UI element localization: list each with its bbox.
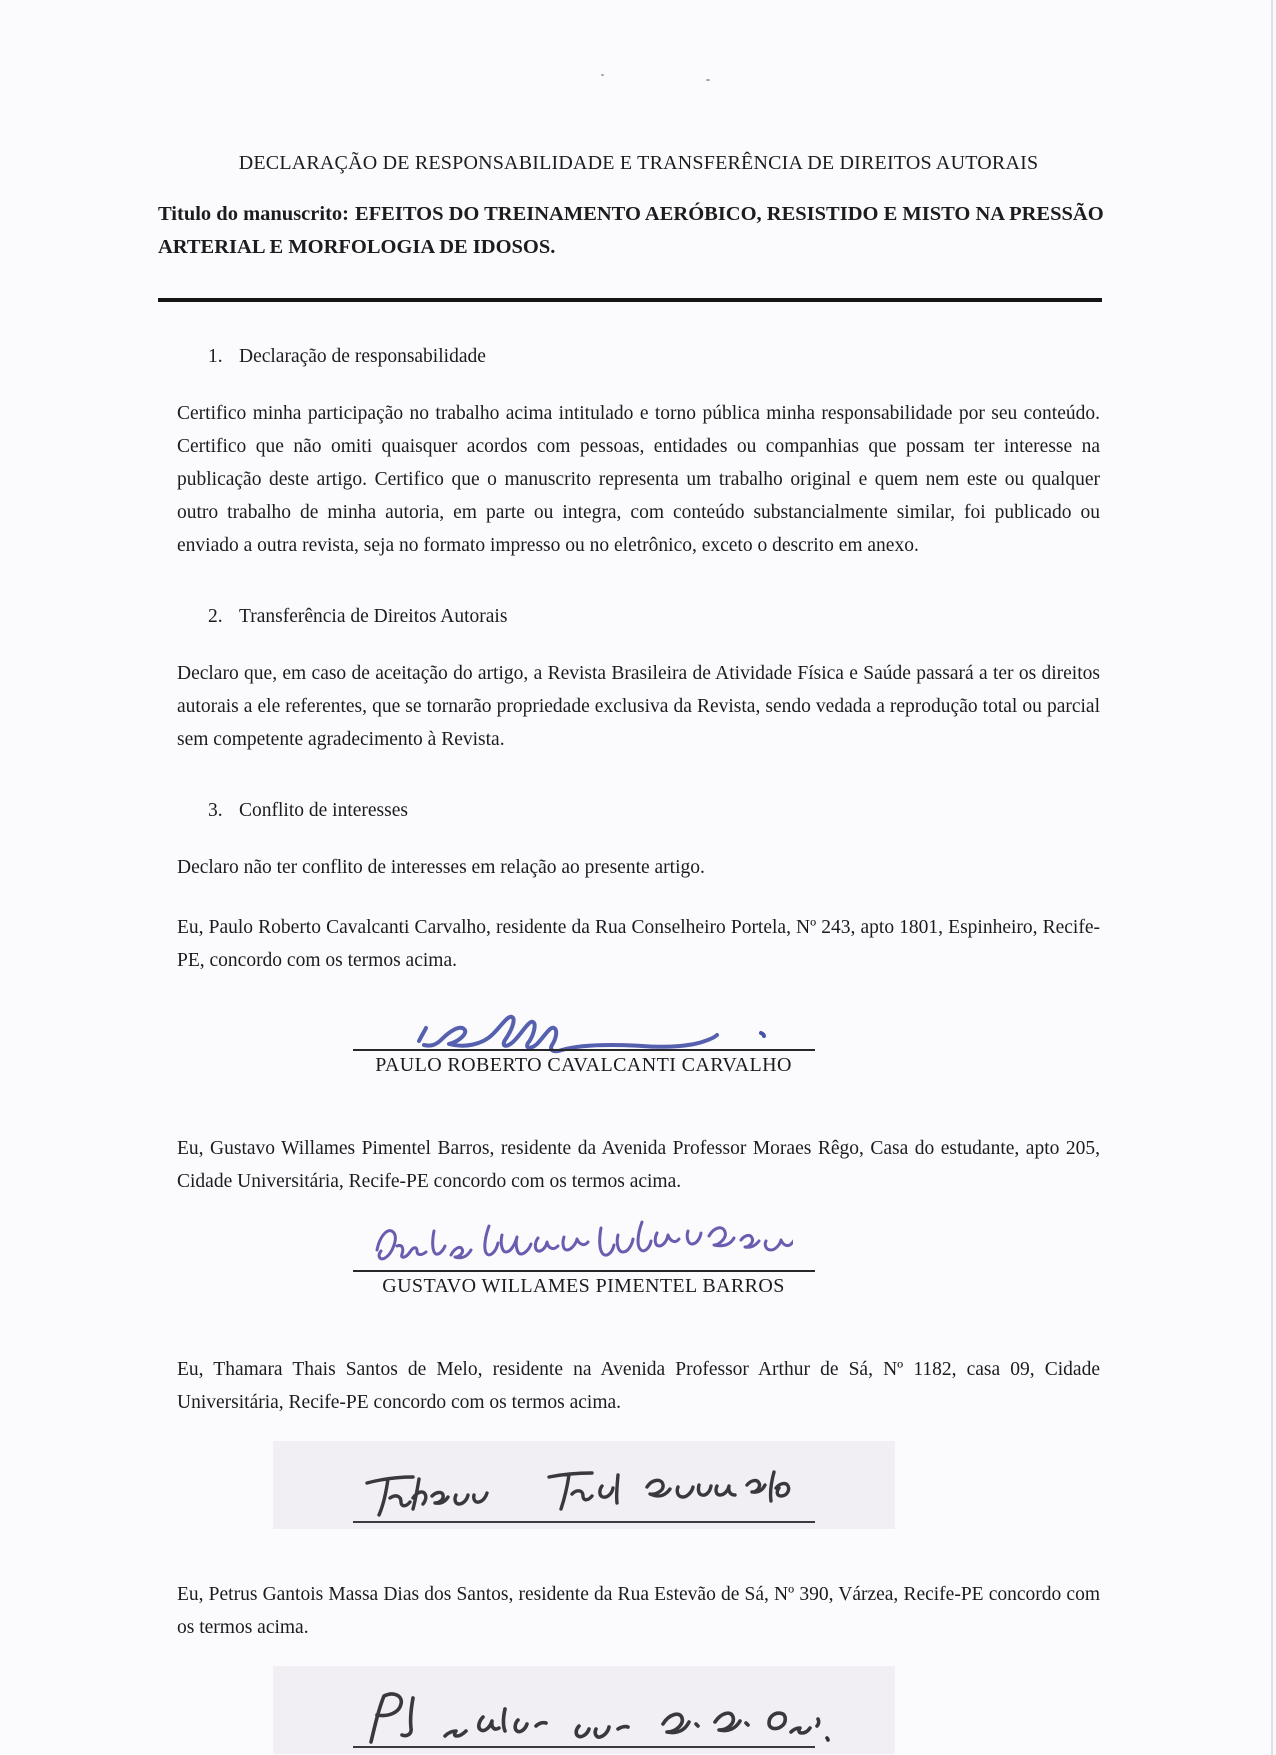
section-body-3: Declaro não ter conflito de interesses em relação ao presente artigo. <box>177 857 705 878</box>
section-title: Declaração de responsabilidade <box>239 346 486 367</box>
signature-printed-name: GUSTAVO WILLAMES PIMENTEL BARROS <box>382 1275 785 1297</box>
section-heading-3 <box>177 798 1100 824</box>
section-body-1: Certifico minha participação no trabalho acima intitulado e torno pública minha responsabilidade por seu conteúdo. Certifico que não omiti quaisquer acordos com pessoas, entidades ou companhias que possam ter interesse na publicação deste artigo. Certifico que o manuscrito representa um trabalho original e quem nem este ou qualquer outro trabalho de minha autoria, em parte ou integra, com conteúdo substancialmente similar, foi publicado ou enviado a outra revista, seja no formato impresso ou no eletrônico, exceto o descrito em anexo. <box>177 403 1100 556</box>
declarant-statement-thamara: Eu, Thamara Thais Santos de Melo, residente na Avenida Professor Arthur de Sá, Nº 1182, casa 09, Cidade Universitária, Recife-PE concordo com os termos acima. <box>177 1359 1100 1413</box>
section-heading-2 <box>177 604 1100 630</box>
section-number: 3. <box>208 800 223 821</box>
signature-block-gustavo <box>353 1208 815 1298</box>
signature-ink-gustavo <box>353 1208 815 1270</box>
section-heading-1 <box>177 344 1100 370</box>
signature-ink-petrus <box>353 1684 815 1746</box>
manuscript-title-label: Titulo do manuscrito: <box>158 203 349 225</box>
section-body-2: Declaro que, em caso de aceitação do artigo, a Revista Brasileira de Atividade Física e Saúde passará a ter os direitos autorais a ele referentes, que se tornarão propriedade exclusiva da Revista, sendo vedada a reprodução total ou parcial sem competente agradecimento à Revista. <box>177 663 1100 750</box>
scan-speck <box>706 79 710 81</box>
signature-ink-paulo <box>353 987 815 1049</box>
section-number: 1. <box>208 346 223 367</box>
manuscript-title-block <box>158 198 1104 264</box>
document-title: DECLARAÇÃO DE RESPONSABILIDADE E TRANSFERÊNCIA DE DIREITOS AUTORAIS <box>238 152 1039 174</box>
signature-scribble-icon <box>353 1465 815 1527</box>
signature-block-petrus <box>353 1684 815 1748</box>
section-title: Conflito de interesses <box>239 800 408 821</box>
declarant-statement-petrus: Eu, Petrus Gantois Massa Dias dos Santos, residente da Rua Estevão de Sá, Nº 390, Várzea, Recife-PE concordo com os termos acima. <box>177 1584 1100 1638</box>
declarant-statement-gustavo: Eu, Gustavo Willames Pimentel Barros, residente da Avenida Professor Moraes Rêgo, Casa do estudante, apto 205, Cidade Universitária, Recife-PE concordo com os termos acima. <box>177 1138 1100 1192</box>
signature-scribble-icon <box>353 1214 793 1276</box>
section-number: 2. <box>208 606 223 627</box>
signature-line <box>353 1746 815 1748</box>
signature-line <box>353 1521 815 1523</box>
signature-printed-name: PAULO ROBERTO CAVALCANTI CARVALHO <box>375 1054 792 1076</box>
scan-speck <box>601 74 604 76</box>
signature-scribble-icon <box>353 1686 833 1752</box>
signature-line <box>353 1049 815 1051</box>
signature-block-paulo <box>353 987 815 1077</box>
signature-block-thamara <box>353 1459 815 1523</box>
signature-ink-thamara <box>353 1459 815 1521</box>
signature-line <box>353 1270 815 1272</box>
manuscript-title-text: EFEITOS DO TREINAMENTO AERÓBICO, RESISTIDO E MISTO NA PRESSÃO ARTERIAL E MORFOLOGIA DE IDOSOS. <box>158 203 1104 258</box>
horizontal-rule <box>158 298 1102 302</box>
declarant-statement-paulo: Eu, Paulo Roberto Cavalcanti Carvalho, residente da Rua Conselheiro Portela, Nº 243, apto 1801, Espinheiro, Recife-PE, concordo com os termos acima. <box>177 917 1100 971</box>
signature-scribble-icon <box>353 989 815 1055</box>
section-title: Transferência de Direitos Autorais <box>239 606 508 627</box>
